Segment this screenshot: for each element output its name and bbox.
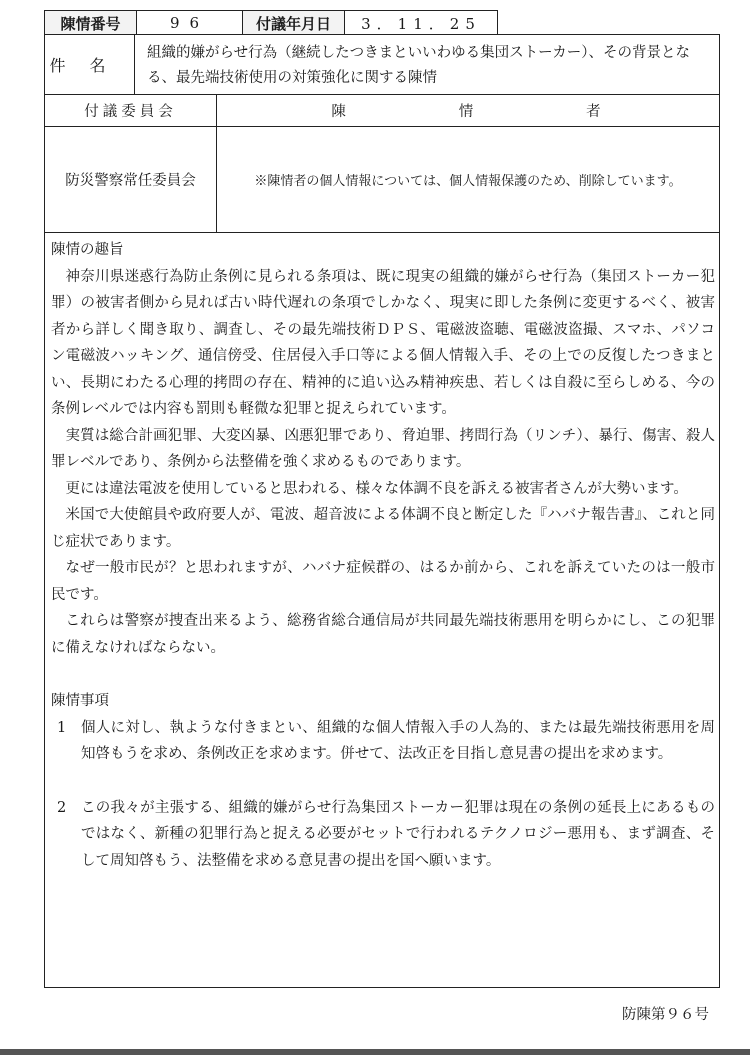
petition-item	[51, 715, 715, 768]
items-title: 陳情事項	[51, 693, 109, 709]
item-number: 1	[57, 719, 67, 736]
purpose-paragraph: これらは警察が捜査出来るよう、総務省総合通信局が共同最先端技術悪用を明らかにし、この犯罪に備えなければならない。	[51, 613, 715, 656]
document-id: 防陳第９６号	[622, 1007, 709, 1023]
table-header-row	[45, 95, 719, 127]
item-number: 2	[57, 799, 67, 816]
header-row	[44, 10, 498, 35]
purpose-title: 陳情の趣旨	[51, 242, 124, 258]
committee-header: 付議委員会	[45, 95, 217, 126]
petitioner-header-char: 陳	[331, 104, 350, 120]
petition-form	[44, 34, 720, 988]
committee-name: 防災警察常任委員会	[45, 127, 217, 232]
subject-label: 件名	[45, 35, 135, 94]
item-text: この我々が主張する、組織的嫌がらせ行為集団ストーカー犯罪は現在の条例の延長上にあるものではなく、新種の犯罪行為と捉える必要がセットで行われるテクノロジー悪用も、まず調査、そして周知啓もう、法整備を求める意見書の提出を国へ願います。	[81, 799, 715, 869]
purpose-paragraph: 神奈川県迷惑行為防止条例に見られる条項は、既に現実の組織的嫌がらせ行為（集団ストーカー犯罪）の被害者側から見れば古い時代遅れの条項でしかなく、現実に即した条例に変更するべく、被害者から詳しく聞き取り、調査し、その最先端技術ＤＰＳ、電磁波盗聴、電磁波盗撮、スマホ、パソコン電磁波ハッキング、通信傍受、住居侵入手口等による個人情報入手、その上での反復したつきまとい、長期にわたる心理的拷問の存在、精神的に追い込み精神疾患、若しくは自殺に至らしめる、今の条例レベルでは内容も罰則も軽微な犯罪と捉えられています。	[51, 268, 715, 417]
subject-text: 組織的嫌がらせ行為（継続したつきまといいわゆる集団ストーカー）、その背景となる、最先端技術使用の対策強化に関する陳情	[147, 44, 691, 86]
petition-item	[51, 795, 715, 875]
committee-row	[45, 127, 719, 233]
petition-body	[45, 233, 719, 874]
petitioner-header-char: 情	[458, 104, 478, 120]
petitioner-privacy-note: ※陳情者の個人情報については、個人情報保護のため、削除しています。	[254, 174, 682, 189]
purpose-paragraph: 米国で大使館員や政府要人が、電波、超音波による体調不良と断定した『ハバナ報告書』、これと同じ症状であります。	[51, 507, 715, 550]
purpose-paragraph: なぜ一般市民が？と思われますが、ハバナ症候群の、はるか前から、これを訴えていたのは一般市民です。	[51, 560, 715, 603]
bottom-edge	[0, 1049, 750, 1055]
date-label: 付議年月日	[243, 11, 345, 35]
submission-date: 3．11．25	[361, 14, 481, 33]
purpose-paragraph: 実質は総合計画犯罪、大変凶暴、凶悪犯罪であり、脅迫罪、拷問行為（リンチ）、暴行、傷害、殺人罪レベルであり、条例から法整備を強く求めるものであります。	[51, 427, 715, 470]
purpose-paragraph: 更には違法電波を使用していると思われる、様々な体調不良を訴える被害者さんが大勢います。	[65, 480, 688, 497]
item-text: 個人に対し、執ような付きまとい、組織的な個人情報入手の人為的、または最先端技術悪用を周知啓もうを求め、条例改正を求めます。併せて、法改正を目指し意見書の提出を求めます。	[81, 719, 715, 762]
petitioner-header-char: 者	[586, 104, 605, 120]
petitioner-header	[217, 95, 719, 126]
petition-number-label: 陳情番号	[45, 11, 137, 35]
petition-number: 96	[137, 11, 243, 35]
subject-row	[45, 35, 719, 95]
